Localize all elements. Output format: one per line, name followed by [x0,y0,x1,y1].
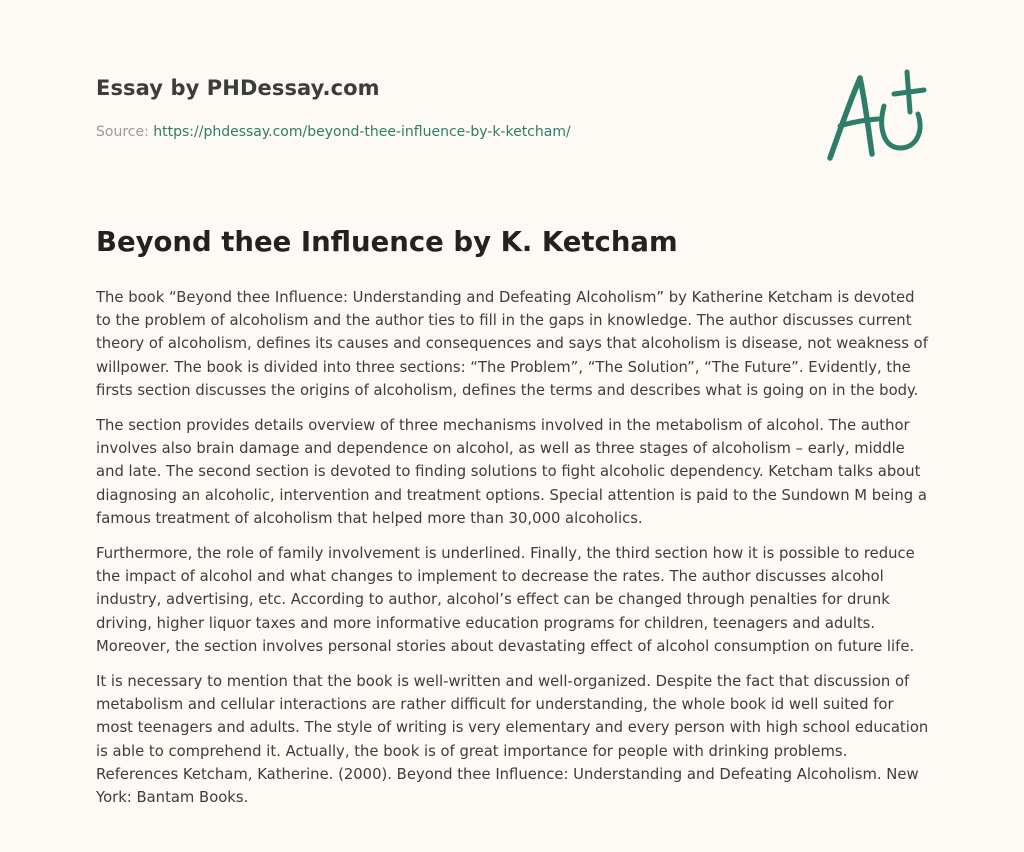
source-label: Source: [96,124,149,140]
essay-body [96,286,932,821]
essay-paragraph-3: Furthermore, the role of family involvement is underlined. Finally, the third section how it is possible to reduce the impact of alcohol and what changes to implement to decrease the rates. The author discusses alcohol industry, advertising, etc. According to author, alcohol’s effect can be changed through penalties for drunk driving, higher liquor taxes and more informative education programs for children, teenagers and adults. Moreover, the section involves personal stories about devastating effect of alcohol consumption on future life. [96,545,915,655]
source-link[interactable]: https://phdessay.com/beyond-thee-influence-by-k-ketcham/ [153,124,571,140]
essay-paragraph-1: The book “Beyond thee Influence: Understanding and Defeating Alcoholism” by Katherine Ketcham is devoted to the problem of alcoholism and the author ties to fill in the gaps in knowledge. The author discusses current theory of alcoholism, defines its causes and consequences and says that alcoholism is disease, not weakness of willpower. The book is divided into three sections: “The Problem”, “The Solution”, “The Future”. Evidently, the firsts section discusses the origins of alcoholism, defines the terms and describes what is going on in the body. [96,289,928,399]
essay-paragraph-2: The section provides details overview of three mechanisms involved in the metabolism of alcohol. The author involves also brain damage and dependence on alcohol, as well as three stages of alcoholism – early, middle and late. The second section is devoted to finding solutions to fight alcoholic dependency. Ketcham talks about diagnosing an alcoholic, intervention and treatment options. Special attention is paid to the Sundown M being a famous treatment of alcoholism that helped more than 30,000 alcoholics. [96,417,927,527]
essay-paragraph-4: It is necessary to mention that the book is well-written and well-organized. Despite the fact that discussion of metabolism and cellular interactions are rather difficult for understanding, the whole book id well suited for most teenagers and adults. The style of writing is very elementary and every person with high school education is able to comprehend it. Actually, the book is of great importance for people with drinking problems. References Ketcham, Katherine. (2000). Beyond thee Influence: Understanding and Defeating Alcoholism. New York: Bantam Books. [96,673,929,807]
site-brand: Essay by PHDessay.com [96,76,380,100]
essay-title: Beyond thee Influence by K. Ketcham [96,226,678,258]
source-line [96,124,571,140]
a-plus-logo-icon [818,66,934,166]
